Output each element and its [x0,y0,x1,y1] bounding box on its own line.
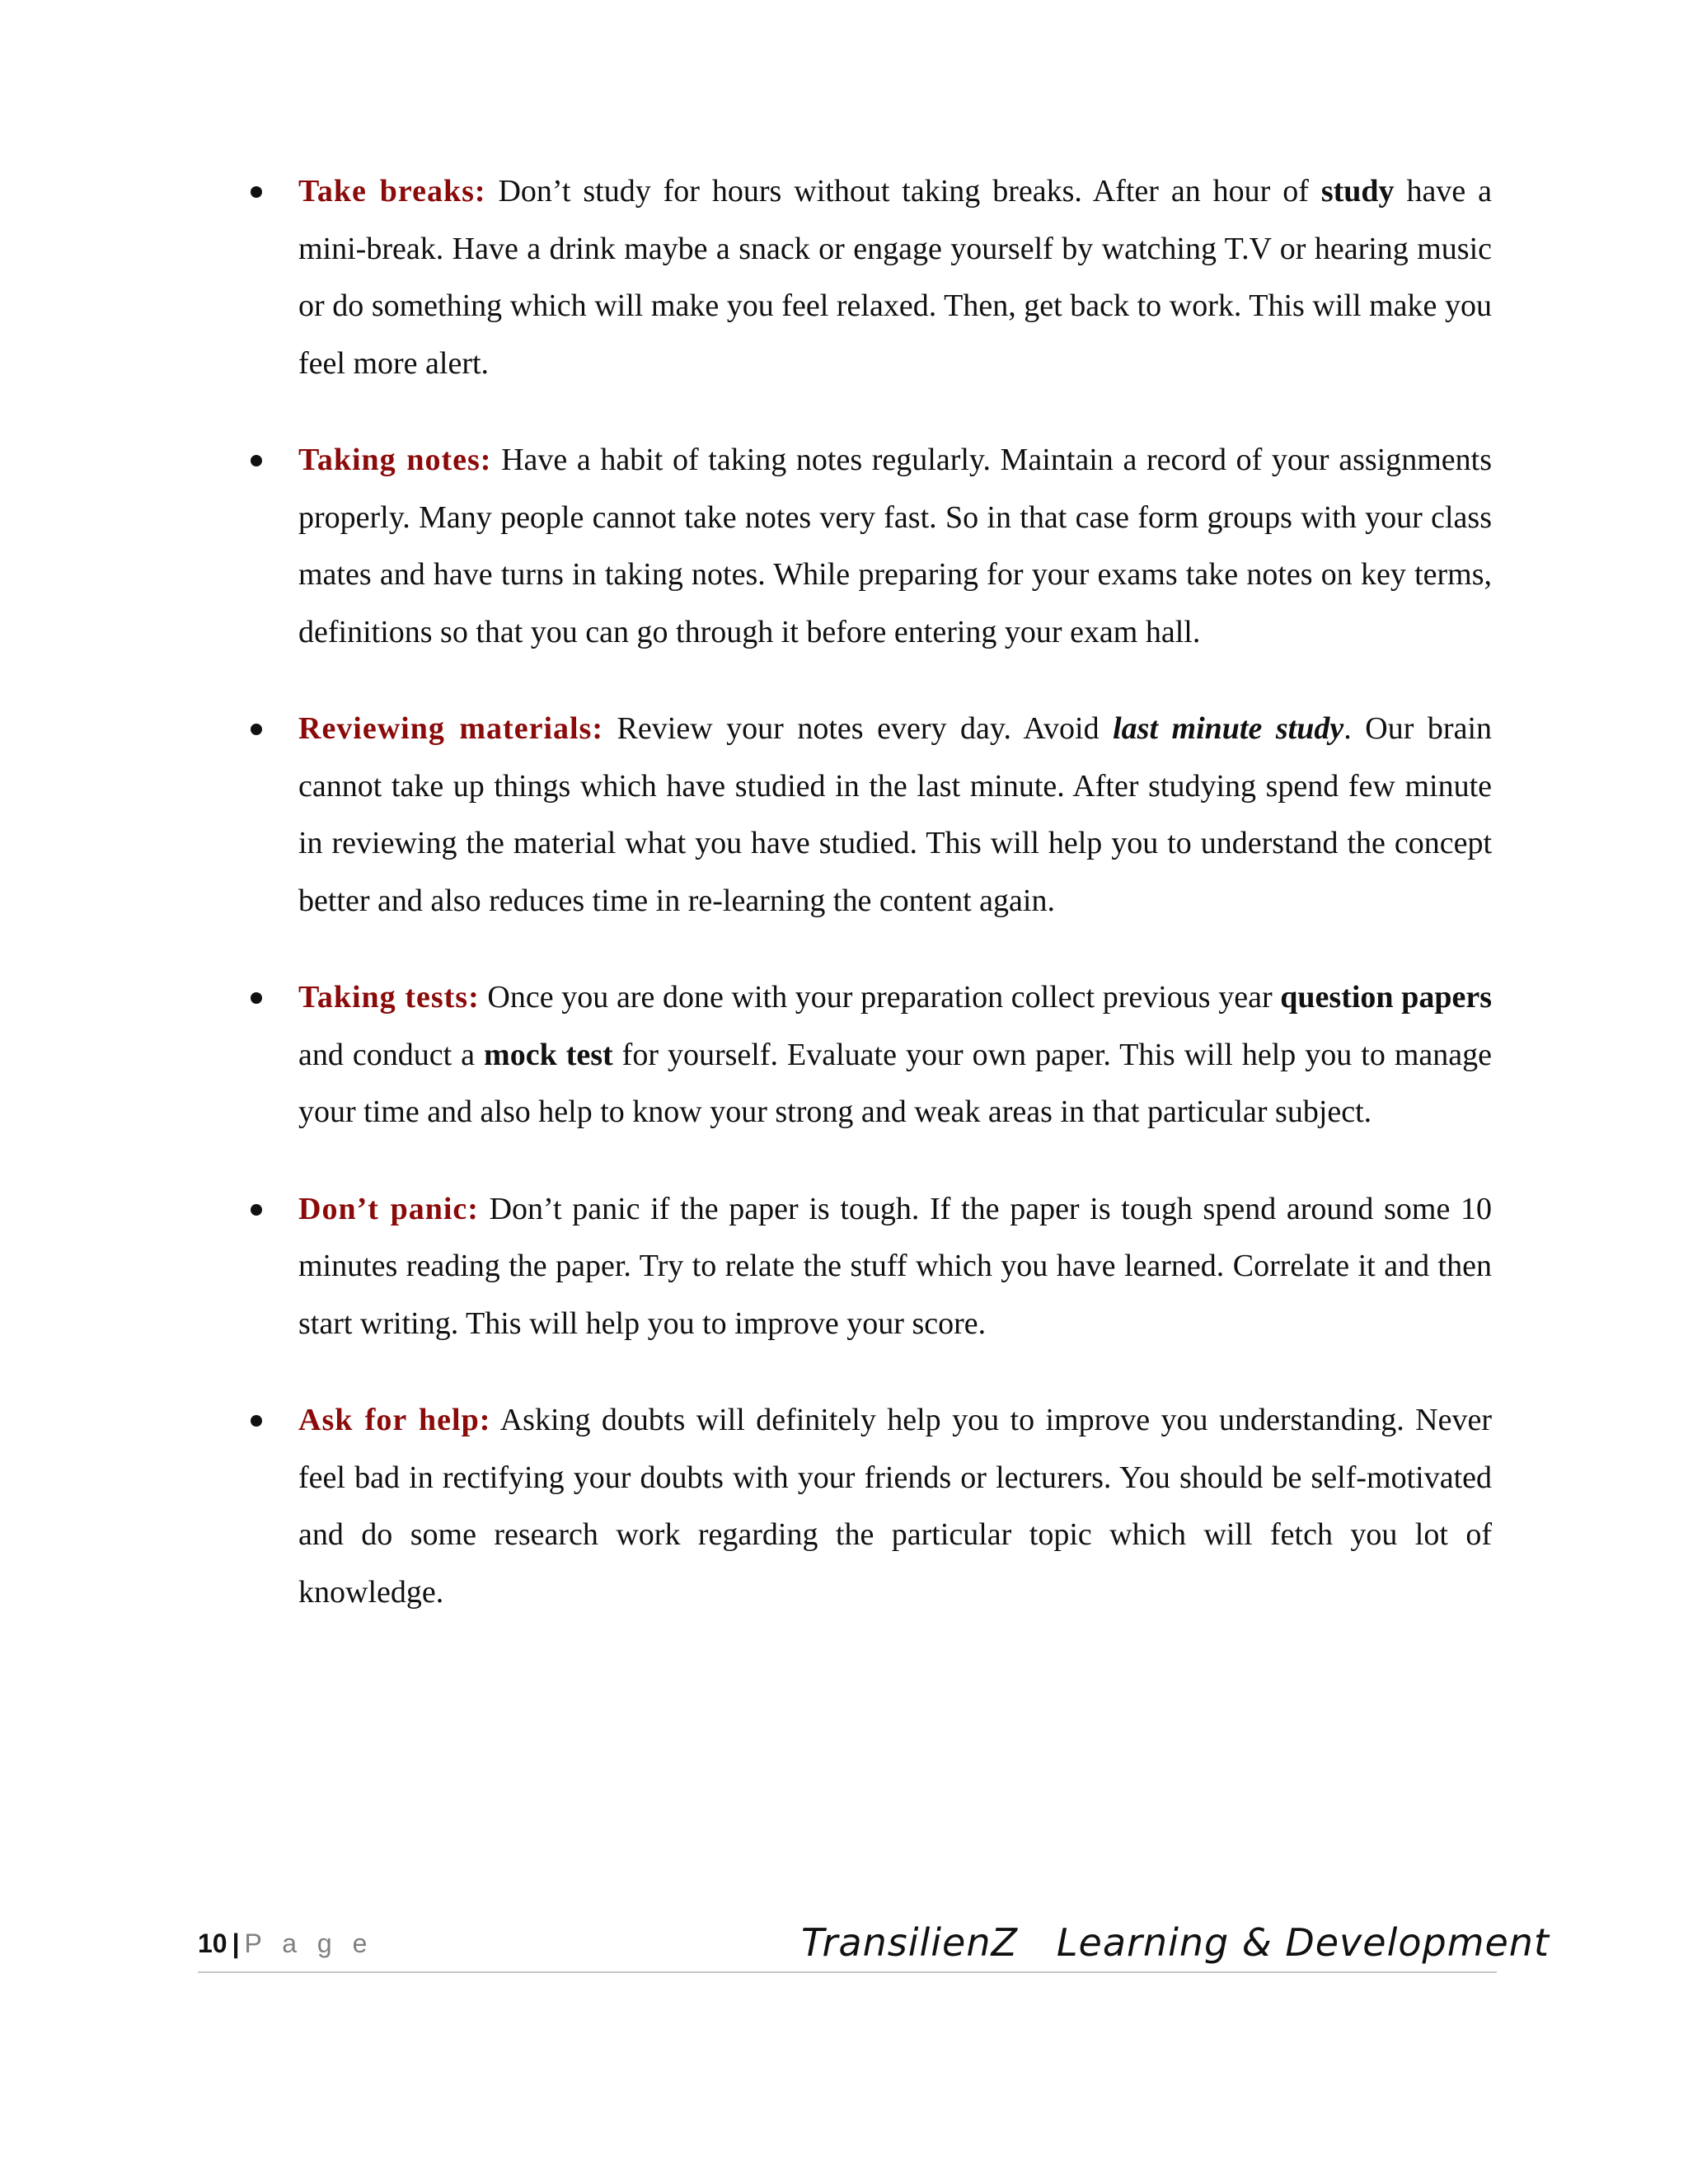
tips-list [298,163,1492,1661]
page-number: 10 [198,1929,227,1958]
tip-text: Have a habit of taking notes regularly. Maintain a record of your assignments properly. Many people cannot take notes very fast. So in that case form groups with your class mates and have turns in taking notes. While preparing for your exams take notes on key terms, definitions so that you can go through it before entering your exam hall. [298,443,1492,649]
tip-emphasis: study [1320,174,1395,209]
bullet-dot-icon [251,1415,262,1427]
bullet-dot-icon [251,455,262,466]
tip-text: and conduct a [298,1037,485,1072]
tip-heading: Reviewing materials: [298,711,604,746]
tip-text: have a mini-break. Have a drink maybe a snack or engage yourself by watching T.V or hearing music or do something which will make you feel relaxed. Then, get back to work. This will make you feel more alert. [298,174,1492,381]
tip-paragraph [298,1181,1492,1353]
tip-emphasis: question papers [1280,980,1493,1015]
page-separator: | [232,1929,240,1958]
tip-item [298,163,1492,392]
tip-item [298,701,1492,930]
footer-brand: TransilienZ Learning & Development [800,1920,1550,1965]
page-footer [198,1920,1550,1973]
tip-paragraph [298,163,1492,392]
bullet-dot-icon [251,1204,262,1216]
bullet-dot-icon [251,992,262,1004]
tip-heading: Take breaks: [298,174,486,209]
bullet-dot-icon [251,186,262,198]
tip-text: Asking doubts will definitely help you to improve you understanding. Never feel bad in rectifying your doubts with your friends or lecturers. You should be self-motivated and do some research work regarding the particular topic which will fetch you lot of knowledge. [298,1403,1492,1610]
tip-emphasis: last minute study [1113,711,1344,746]
tip-text: . Our brain cannot take up things which have studied in the last minute. After studying spend few minute in reviewing the material what you have studied. This will help you to understand the concept better and also reduces time in re-learning the content again. [298,711,1493,918]
tip-heading: Taking notes: [298,443,492,477]
tip-heading: Taking tests: [298,980,480,1015]
tip-paragraph [298,432,1492,661]
page-number-label [198,1929,373,1959]
tip-heading: Ask for help: [298,1403,491,1437]
page-word: P a g e [244,1929,374,1958]
bullet-dot-icon [251,724,262,735]
tip-heading: Don’t panic: [298,1191,479,1226]
tip-text: Review your notes every day. Avoid [603,711,1114,746]
tip-emphasis: mock test [484,1037,613,1072]
footer-divider [198,1971,1497,1973]
tip-item [298,969,1492,1141]
tip-text: Don’t study for hours without taking breaks. After an hour of [485,174,1321,209]
tip-item [298,1181,1492,1353]
tip-item [298,432,1492,661]
tip-item [298,1392,1492,1621]
tip-text: for yourself. Evaluate your own paper. This will help you to manage your time and also help to know your strong and weak areas in that particular subject. [298,1037,1492,1129]
tip-paragraph [298,969,1492,1141]
tip-text: Don’t panic if the paper is tough. If the paper is tough spend around some 10 minutes reading the paper. Try to relate the stuff which you have learned. Correlate it and then start writing. This will help you to improve your score. [298,1191,1492,1341]
tip-paragraph [298,1392,1492,1621]
tip-text: Once you are done with your preparation collect previous year [479,980,1281,1015]
tip-paragraph [298,701,1492,930]
